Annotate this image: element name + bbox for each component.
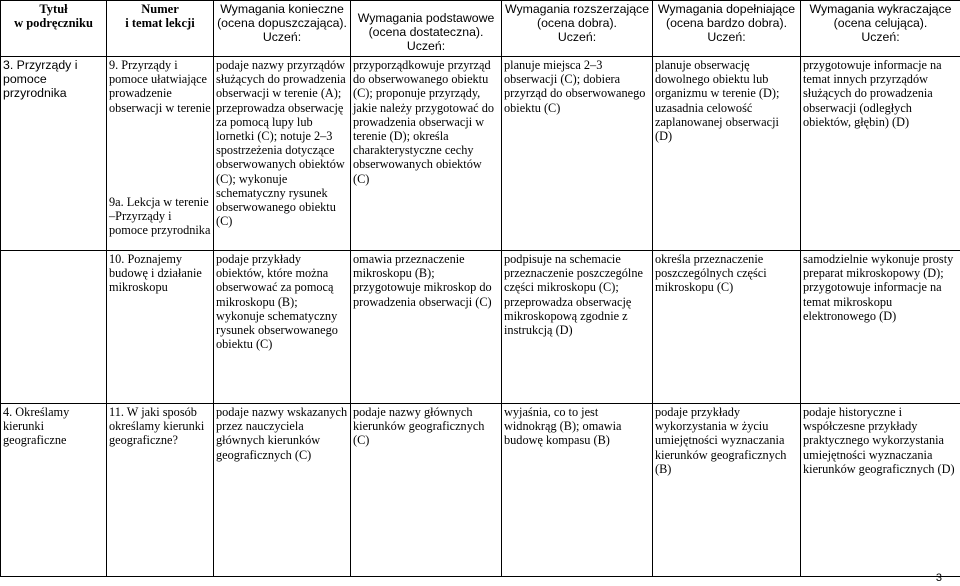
cell-dopelniajace: planuje obserwację dowolnego obiektu lub organizmu w terenie (D); uzasadnia celowość zaplanowanej obserwacji (D) <box>653 57 801 251</box>
lesson-label: 9. Przyrządy i pomoce ułatwiające prowadzenie obserwacji w terenie <box>109 58 211 115</box>
table-row <box>1 57 960 251</box>
table-row <box>1 404 960 577</box>
header-title: Tytuł w podręczniku <box>1 1 107 57</box>
lesson-label: 11. W jaki sposób określamy kierunki geograficzne? <box>109 405 205 448</box>
cell-wykraczajace: podaje historyczne i współczesne przykłady praktycznego wykorzystania umiejętności wyznaczania kierunków geograficznych (D) <box>801 404 960 577</box>
header-wykraczajace: Wymagania wykraczające (ocena celująca). Uczeń: <box>801 1 960 57</box>
cell-title: 4. Określamy kierunki geograficzne <box>1 404 107 577</box>
cell-lesson <box>107 404 214 577</box>
cell-title <box>1 251 107 404</box>
header-dopelniajace: Wymagania dopełniające (ocena bardzo dobra). Uczeń: <box>653 1 801 57</box>
header-lesson: Numer i temat lekcji <box>107 1 214 57</box>
cell-lesson <box>107 57 214 251</box>
cell-wykraczajace: przygotowuje informacje na temat innych przyrządów służących do prowadzenia obserwacji (odległych obiektów, głębin) (D) <box>801 57 960 251</box>
lesson-label: 10. Poznajemy budowę i działanie mikroskopu <box>109 252 202 295</box>
cell-podstawowe: omawia przeznaczenie mikroskopu (B); przygotowuje mikroskop do prowadzenia obserwacji (C) <box>351 251 502 404</box>
cell-rozszerzajace: wyjaśnia, co to jest widnokrąg (B); omawia budowę kompasu (B) <box>502 404 653 577</box>
cell-lesson <box>107 251 214 404</box>
table-row <box>1 251 960 404</box>
cell-wykraczajace: samodzielnie wykonuje prosty preparat mikroskopowy (D); przygotowuje informacje na temat mikroskopu elektronowego (D) <box>801 251 960 404</box>
cell-konieczne: podaje nazwy przyrządów służących do prowadzenia obserwacji w terenie (A); przeprowadza obserwację za pomocą lupy lub lornetki (C); notuje 2–3 spostrzeżenia dotyczące obserwowanych obiektów (C); wykonuje schematyczny rysunek obserwowanego obiektu (C) <box>214 57 351 251</box>
header-konieczne: Wymagania konieczne (ocena dopuszczająca). Uczeń: <box>214 1 351 57</box>
cell-dopelniajace: podaje przykłady wykorzystania w życiu umiejętności wyznaczania kierunków geograficznych (B) <box>653 404 801 577</box>
cell-title: 3. Przyrządy i pomoce przyrodnika <box>1 57 107 251</box>
cell-dopelniajace: określa przeznaczenie poszczególnych części mikroskopu (C) <box>653 251 801 404</box>
header-rozszerzajace: Wymagania rozszerzające (ocena dobra). Uczeń: <box>502 1 653 57</box>
cell-podstawowe: przyporządkowuje przyrząd do obserwowanego obiektu (C); proponuje przyrządy, jakie należy przygotować do prowadzenia obserwacji w terenie (D); określa charakterystyczne cechy obserwowanych obiektów (C) <box>351 57 502 251</box>
cell-konieczne: podaje przykłady obiektów, które można obserwować za pomocą mikroskopu (B); wykonuje schematyczny rysunek obserwowanego obiektu (C) <box>214 251 351 404</box>
header-row <box>1 1 960 57</box>
cell-konieczne: podaje nazwy wskazanych przez nauczyciela głównych kierunków geograficznych (C) <box>214 404 351 577</box>
page-number: 3 <box>935 572 942 584</box>
cell-podstawowe: podaje nazwy głównych kierunków geograficznych (C) <box>351 404 502 577</box>
lesson-label: 9a. Lekcja w terenie –Przyrządy i pomoce przyrodnika <box>109 194 211 238</box>
cell-rozszerzajace: podpisuje na schemacie przeznaczenie poszczególne części mikroskopu (C); przeprowadza obserwację mikroskopową zgodnie z instrukcją (D) <box>502 251 653 404</box>
cell-rozszerzajace: planuje miejsca 2–3 obserwacji (C); dobiera przyrząd do obserwowanego obiektu (C) <box>502 57 653 251</box>
header-podstawowe: Wymagania podstawowe (ocena dostateczna). Uczeń: <box>351 1 502 57</box>
